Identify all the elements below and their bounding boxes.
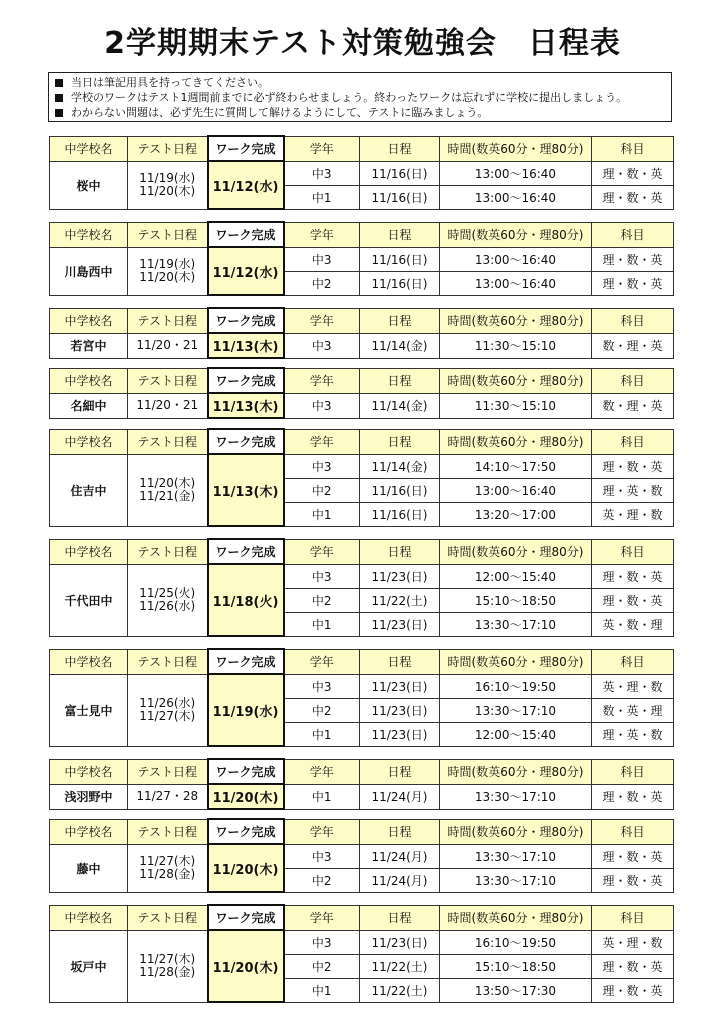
session-date: 11/16(日) bbox=[360, 161, 440, 185]
session-time: 13:00～16:40 bbox=[440, 478, 592, 502]
grade: 中1 bbox=[284, 784, 360, 809]
grade: 中3 bbox=[284, 161, 360, 185]
session-date: 11/22(土) bbox=[360, 954, 440, 978]
header-school: 中学校名 bbox=[50, 136, 128, 161]
school-name: 坂戸中 bbox=[50, 930, 128, 1002]
test-date: 11/28(金) bbox=[139, 965, 196, 979]
school-name: 川島西中 bbox=[50, 247, 128, 295]
grade: 中1 bbox=[284, 612, 360, 636]
header-school: 中学校名 bbox=[50, 308, 128, 333]
school-schedule-table bbox=[49, 307, 674, 359]
header-test-dates: テスト日程 bbox=[128, 308, 208, 333]
session-time: 11:30～15:10 bbox=[440, 333, 592, 358]
header-school: 中学校名 bbox=[50, 368, 128, 393]
header-grade: 学年 bbox=[284, 759, 360, 784]
grade: 中2 bbox=[284, 588, 360, 612]
header-date: 日程 bbox=[360, 136, 440, 161]
header-time: 時間(数英60分・理80分) bbox=[440, 222, 592, 247]
test-date: 11/25(火) bbox=[139, 586, 196, 600]
school-schedule-table bbox=[49, 758, 674, 810]
grade: 中2 bbox=[284, 868, 360, 892]
header-grade: 学年 bbox=[284, 539, 360, 564]
session-date: 11/24(月) bbox=[360, 784, 440, 809]
header-test-dates: テスト日程 bbox=[128, 429, 208, 454]
header-grade: 学年 bbox=[284, 905, 360, 930]
session-row bbox=[50, 564, 674, 588]
session-row bbox=[50, 393, 674, 418]
note-item bbox=[55, 75, 665, 90]
school-schedule-table bbox=[49, 538, 674, 637]
work-due-date: 11/12(水) bbox=[208, 247, 284, 295]
work-due-date: 11/20(木) bbox=[208, 784, 284, 809]
grade: 中3 bbox=[284, 454, 360, 478]
header-grade: 学年 bbox=[284, 136, 360, 161]
header-grade: 学年 bbox=[284, 222, 360, 247]
work-due-date: 11/12(水) bbox=[208, 161, 284, 209]
session-time: 13:30～17:10 bbox=[440, 868, 592, 892]
subjects: 理・数・英 bbox=[592, 454, 674, 478]
grade: 中1 bbox=[284, 978, 360, 1002]
work-due-date: 11/20(木) bbox=[208, 844, 284, 892]
header-subjects: 科目 bbox=[592, 649, 674, 674]
header-time: 時間(数英60分・理80分) bbox=[440, 649, 592, 674]
note-item bbox=[55, 90, 665, 105]
header-grade: 学年 bbox=[284, 649, 360, 674]
header-row bbox=[50, 649, 674, 674]
work-due-date: 11/13(木) bbox=[208, 333, 284, 358]
session-time: 13:00～16:40 bbox=[440, 271, 592, 295]
test-date: 11/20・21 bbox=[136, 398, 199, 412]
header-grade: 学年 bbox=[284, 819, 360, 844]
header-grade: 学年 bbox=[284, 368, 360, 393]
header-date: 日程 bbox=[360, 905, 440, 930]
header-time: 時間(数英60分・理80分) bbox=[440, 539, 592, 564]
header-subjects: 科目 bbox=[592, 429, 674, 454]
header-subjects: 科目 bbox=[592, 308, 674, 333]
test-date: 11/20・21 bbox=[136, 338, 199, 352]
session-time: 13:20～17:00 bbox=[440, 502, 592, 526]
grade: 中3 bbox=[284, 564, 360, 588]
header-row bbox=[50, 539, 674, 564]
session-time: 13:30～17:10 bbox=[440, 844, 592, 868]
test-dates bbox=[128, 930, 208, 1002]
test-date: 11/27・28 bbox=[136, 789, 199, 803]
session-row bbox=[50, 333, 674, 358]
school-schedule-table bbox=[49, 135, 674, 210]
header-date: 日程 bbox=[360, 759, 440, 784]
session-time: 12:00～15:40 bbox=[440, 564, 592, 588]
school-name: 藤中 bbox=[50, 844, 128, 892]
school-schedule-table bbox=[49, 904, 674, 1003]
school-name: 浅羽野中 bbox=[50, 784, 128, 809]
subjects: 数・理・英 bbox=[592, 333, 674, 358]
test-date: 11/27(木) bbox=[139, 952, 196, 966]
header-subjects: 科目 bbox=[592, 759, 674, 784]
header-school: 中学校名 bbox=[50, 429, 128, 454]
school-schedule-table bbox=[49, 648, 674, 747]
test-dates bbox=[128, 247, 208, 295]
header-school: 中学校名 bbox=[50, 539, 128, 564]
session-date: 11/22(土) bbox=[360, 978, 440, 1002]
session-date: 11/24(月) bbox=[360, 868, 440, 892]
session-time: 13:00～16:40 bbox=[440, 185, 592, 209]
square-bullet-icon bbox=[55, 79, 63, 87]
session-date: 11/23(日) bbox=[360, 674, 440, 698]
test-date: 11/19(水) bbox=[139, 257, 196, 271]
header-date: 日程 bbox=[360, 429, 440, 454]
test-date: 11/20(木) bbox=[139, 476, 196, 490]
subjects: 数・英・理 bbox=[592, 698, 674, 722]
grade: 中2 bbox=[284, 271, 360, 295]
test-dates bbox=[128, 564, 208, 636]
test-dates bbox=[128, 454, 208, 526]
school-schedule-table bbox=[49, 221, 674, 296]
test-dates bbox=[128, 393, 208, 418]
header-school: 中学校名 bbox=[50, 649, 128, 674]
session-time: 15:10～18:50 bbox=[440, 588, 592, 612]
page-title: 2学期期末テスト対策勉強会 日程表 bbox=[104, 26, 621, 61]
session-date: 11/23(日) bbox=[360, 722, 440, 746]
header-row bbox=[50, 222, 674, 247]
session-date: 11/23(日) bbox=[360, 698, 440, 722]
header-school: 中学校名 bbox=[50, 759, 128, 784]
work-due-date: 11/20(木) bbox=[208, 930, 284, 1002]
header-school: 中学校名 bbox=[50, 222, 128, 247]
session-date: 11/16(日) bbox=[360, 185, 440, 209]
header-work: ワーク完成 bbox=[208, 308, 284, 333]
header-time: 時間(数英60分・理80分) bbox=[440, 759, 592, 784]
header-subjects: 科目 bbox=[592, 136, 674, 161]
test-date: 11/27(木) bbox=[139, 854, 196, 868]
header-row bbox=[50, 308, 674, 333]
session-row bbox=[50, 454, 674, 478]
subjects: 理・英・数 bbox=[592, 478, 674, 502]
subjects: 理・数・英 bbox=[592, 564, 674, 588]
test-date: 11/20(木) bbox=[139, 270, 196, 284]
session-row bbox=[50, 161, 674, 185]
header-subjects: 科目 bbox=[592, 368, 674, 393]
grade: 中1 bbox=[284, 502, 360, 526]
session-time: 13:30～17:10 bbox=[440, 612, 592, 636]
header-work: ワーク完成 bbox=[208, 222, 284, 247]
session-time: 11:30～15:10 bbox=[440, 393, 592, 418]
grade: 中3 bbox=[284, 844, 360, 868]
school-schedule-table bbox=[49, 428, 674, 527]
subjects: 理・数・英 bbox=[592, 161, 674, 185]
grade: 中3 bbox=[284, 393, 360, 418]
grade: 中2 bbox=[284, 478, 360, 502]
header-work: ワーク完成 bbox=[208, 649, 284, 674]
header-date: 日程 bbox=[360, 539, 440, 564]
school-name: 若宮中 bbox=[50, 333, 128, 358]
subjects: 理・数・英 bbox=[592, 247, 674, 271]
session-time: 12:00～15:40 bbox=[440, 722, 592, 746]
subjects: 理・数・英 bbox=[592, 271, 674, 295]
header-work: ワーク完成 bbox=[208, 539, 284, 564]
session-date: 11/23(日) bbox=[360, 930, 440, 954]
school-name: 住吉中 bbox=[50, 454, 128, 526]
header-test-dates: テスト日程 bbox=[128, 649, 208, 674]
subjects: 理・数・英 bbox=[592, 868, 674, 892]
session-time: 15:10～18:50 bbox=[440, 954, 592, 978]
subjects: 理・数・英 bbox=[592, 978, 674, 1002]
square-bullet-icon bbox=[55, 109, 63, 117]
header-work: ワーク完成 bbox=[208, 905, 284, 930]
header-row bbox=[50, 136, 674, 161]
session-date: 11/16(日) bbox=[360, 502, 440, 526]
grade: 中1 bbox=[284, 185, 360, 209]
session-date: 11/14(金) bbox=[360, 393, 440, 418]
test-dates bbox=[128, 784, 208, 809]
header-work: ワーク完成 bbox=[208, 136, 284, 161]
work-due-date: 11/13(木) bbox=[208, 454, 284, 526]
session-row bbox=[50, 674, 674, 698]
subjects: 英・理・数 bbox=[592, 502, 674, 526]
session-row bbox=[50, 930, 674, 954]
session-time: 16:10～19:50 bbox=[440, 930, 592, 954]
session-row bbox=[50, 844, 674, 868]
header-time: 時間(数英60分・理80分) bbox=[440, 308, 592, 333]
header-work: ワーク完成 bbox=[208, 429, 284, 454]
session-date: 11/14(金) bbox=[360, 454, 440, 478]
subjects: 理・英・数 bbox=[592, 722, 674, 746]
header-school: 中学校名 bbox=[50, 905, 128, 930]
session-date: 11/16(日) bbox=[360, 271, 440, 295]
test-date: 11/20(木) bbox=[139, 184, 196, 198]
header-test-dates: テスト日程 bbox=[128, 759, 208, 784]
session-date: 11/16(日) bbox=[360, 478, 440, 502]
header-row bbox=[50, 429, 674, 454]
session-date: 11/23(日) bbox=[360, 612, 440, 636]
grade: 中3 bbox=[284, 930, 360, 954]
header-row bbox=[50, 819, 674, 844]
header-school: 中学校名 bbox=[50, 819, 128, 844]
note-text: 学校のワークはテスト1週間前までに必ず終わらせましょう。終わったワークは忘れずに学校に提出しましょう。 bbox=[71, 91, 628, 104]
subjects: 理・数・英 bbox=[592, 844, 674, 868]
session-time: 13:50～17:30 bbox=[440, 978, 592, 1002]
header-row bbox=[50, 368, 674, 393]
session-date: 11/23(日) bbox=[360, 564, 440, 588]
session-date: 11/16(日) bbox=[360, 247, 440, 271]
header-work: ワーク完成 bbox=[208, 368, 284, 393]
note-text: 当日は筆記用具を持ってきてください。 bbox=[71, 76, 269, 89]
test-date: 11/21(金) bbox=[139, 489, 196, 503]
grade: 中2 bbox=[284, 954, 360, 978]
grade: 中2 bbox=[284, 698, 360, 722]
header-date: 日程 bbox=[360, 308, 440, 333]
header-time: 時間(数英60分・理80分) bbox=[440, 429, 592, 454]
school-schedule-table bbox=[49, 367, 674, 419]
grade: 中3 bbox=[284, 674, 360, 698]
work-due-date: 11/19(水) bbox=[208, 674, 284, 746]
header-time: 時間(数英60分・理80分) bbox=[440, 136, 592, 161]
header-date: 日程 bbox=[360, 819, 440, 844]
header-date: 日程 bbox=[360, 368, 440, 393]
subjects: 理・数・英 bbox=[592, 784, 674, 809]
school-name: 名細中 bbox=[50, 393, 128, 418]
test-date: 11/26(水) bbox=[139, 599, 196, 613]
test-dates bbox=[128, 674, 208, 746]
header-test-dates: テスト日程 bbox=[128, 905, 208, 930]
header-row bbox=[50, 905, 674, 930]
grade: 中1 bbox=[284, 722, 360, 746]
session-time: 13:30～17:10 bbox=[440, 698, 592, 722]
header-time: 時間(数英60分・理80分) bbox=[440, 819, 592, 844]
work-due-date: 11/13(木) bbox=[208, 393, 284, 418]
session-time: 13:30～17:10 bbox=[440, 784, 592, 809]
header-work: ワーク完成 bbox=[208, 759, 284, 784]
grade: 中3 bbox=[284, 333, 360, 358]
session-time: 14:10～17:50 bbox=[440, 454, 592, 478]
notes-box bbox=[48, 72, 672, 122]
school-name: 桜中 bbox=[50, 161, 128, 209]
subjects: 理・数・英 bbox=[592, 185, 674, 209]
header-test-dates: テスト日程 bbox=[128, 819, 208, 844]
session-row bbox=[50, 247, 674, 271]
school-name: 千代田中 bbox=[50, 564, 128, 636]
header-time: 時間(数英60分・理80分) bbox=[440, 905, 592, 930]
header-date: 日程 bbox=[360, 649, 440, 674]
header-row bbox=[50, 759, 674, 784]
subjects: 理・数・英 bbox=[592, 954, 674, 978]
test-date: 11/27(木) bbox=[139, 709, 196, 723]
session-time: 13:00～16:40 bbox=[440, 161, 592, 185]
header-test-dates: テスト日程 bbox=[128, 539, 208, 564]
session-time: 13:00～16:40 bbox=[440, 247, 592, 271]
header-subjects: 科目 bbox=[592, 905, 674, 930]
school-schedule-table bbox=[49, 818, 674, 893]
test-date: 11/26(水) bbox=[139, 696, 196, 710]
test-date: 11/28(金) bbox=[139, 867, 196, 881]
test-dates bbox=[128, 333, 208, 358]
header-work: ワーク完成 bbox=[208, 819, 284, 844]
test-date: 11/19(水) bbox=[139, 171, 196, 185]
header-test-dates: テスト日程 bbox=[128, 222, 208, 247]
header-subjects: 科目 bbox=[592, 819, 674, 844]
school-name: 富士見中 bbox=[50, 674, 128, 746]
grade: 中3 bbox=[284, 247, 360, 271]
header-grade: 学年 bbox=[284, 429, 360, 454]
subjects: 英・理・数 bbox=[592, 930, 674, 954]
header-test-dates: テスト日程 bbox=[128, 368, 208, 393]
work-due-date: 11/18(火) bbox=[208, 564, 284, 636]
square-bullet-icon bbox=[55, 94, 63, 102]
subjects: 英・数・理 bbox=[592, 612, 674, 636]
note-text: わからない問題は、必ず先生に質問して解けるようにして、テストに臨みましょう。 bbox=[71, 106, 489, 119]
session-time: 16:10～19:50 bbox=[440, 674, 592, 698]
subjects: 数・理・英 bbox=[592, 393, 674, 418]
subjects: 理・数・英 bbox=[592, 588, 674, 612]
header-grade: 学年 bbox=[284, 308, 360, 333]
header-time: 時間(数英60分・理80分) bbox=[440, 368, 592, 393]
test-dates bbox=[128, 844, 208, 892]
session-date: 11/22(土) bbox=[360, 588, 440, 612]
session-row bbox=[50, 784, 674, 809]
test-dates bbox=[128, 161, 208, 209]
note-item bbox=[55, 105, 665, 120]
header-date: 日程 bbox=[360, 222, 440, 247]
session-date: 11/14(金) bbox=[360, 333, 440, 358]
session-date: 11/24(月) bbox=[360, 844, 440, 868]
header-subjects: 科目 bbox=[592, 539, 674, 564]
subjects: 英・理・数 bbox=[592, 674, 674, 698]
header-subjects: 科目 bbox=[592, 222, 674, 247]
header-test-dates: テスト日程 bbox=[128, 136, 208, 161]
